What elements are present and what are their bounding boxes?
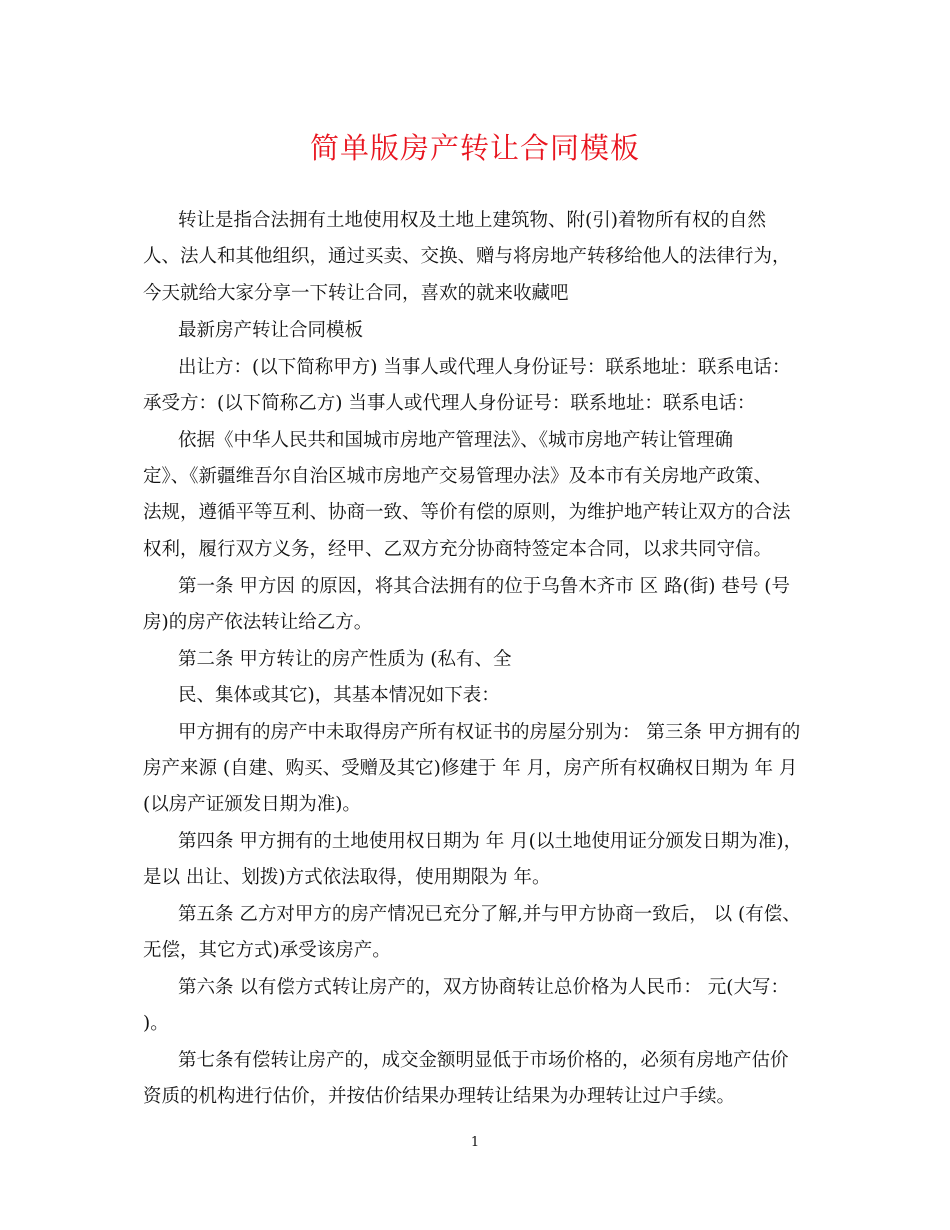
article-line: 房产来源 (自建、购买、受赠及其它)修建于 年 月，房产所有权确权日期为 年 月	[143, 758, 798, 779]
paragraph-line: 定》、《新疆维吾尔自治区城市房地产交易管理办法》及本市有关房地产政策、	[143, 466, 773, 487]
article-line: 第七条有偿转让房产的，成交金额明显低于市场价格的，必须有房地产估价	[178, 1050, 789, 1071]
paragraph-line: 转让是指合法拥有土地使用权及土地上建筑物、附(引)着物所有权的自然	[178, 210, 766, 231]
section-heading: 最新房产转让合同模板	[178, 320, 364, 341]
page-number: 1	[470, 1135, 480, 1150]
article-line: (以房产证颁发日期为准)。	[143, 794, 361, 815]
article-line: 资质的机构进行估价，并按估价结果办理转让结果为办理转让过户手续。	[143, 1086, 736, 1107]
article-line: 甲方拥有的房产中未取得房产所有权证书的房屋分别为： 第三条 甲方拥有的	[178, 722, 801, 743]
article-line: 无偿，其它方式)承受该房产。	[143, 940, 391, 961]
party-line: 承受方：(以下简称乙方) 当事人或代理人身份证号：联系地址：联系电话：	[143, 393, 756, 414]
article-line: 第一条 甲方因 的原因，将其合法拥有的位于乌鲁木齐市 区 路(街) 巷号 (号	[178, 576, 790, 597]
party-line: 出让方：(以下简称甲方) 当事人或代理人身份证号：联系地址：联系电话：	[178, 357, 791, 378]
article-line: 第四条 甲方拥有的土地使用权日期为 年 月(以土地使用证分颁发日期为准)，	[178, 831, 803, 852]
article-line: 是以 出让、划拨)方式依法取得，使用期限为 年。	[143, 867, 551, 888]
article-line: 第二条 甲方转让的房产性质为 (私有、全	[178, 649, 512, 670]
paragraph-line: 权利，履行双方义务，经甲、乙双方充分协商特签定本合同，以求共同守信。	[143, 539, 773, 560]
paragraph-line: 法规，遵循平等互利、协商一致、等价有偿的原则，为维护地产转让双方的合法	[143, 502, 791, 523]
article-line: )。	[143, 1013, 169, 1034]
article-line: 第六条 以有偿方式转让房产的，双方协商转让总价格为人民币： 元(大写：	[178, 977, 789, 998]
paragraph-line: 今天就给大家分享一下转让合同，喜欢的就来收藏吧	[143, 283, 569, 304]
document-title: 简单版房产转让合同模板	[309, 131, 640, 165]
paragraph-line: 依据《中华人民共和国城市房地产管理法》、《城市房地产转让管理确	[178, 430, 734, 451]
paragraph-line: 人、法人和其他组织，通过买卖、交换、赠与将房地产转移给他人的法律行为，	[143, 246, 791, 267]
article-line: 第五条 乙方对甲方的房产情况已充分了解,并与甲方协商一致后， 以 (有偿、	[178, 904, 801, 925]
article-line: 房)的房产依法转让给乙方。	[143, 612, 373, 633]
article-line: 民、集体或其它)，其基本情况如下表：	[178, 685, 500, 706]
